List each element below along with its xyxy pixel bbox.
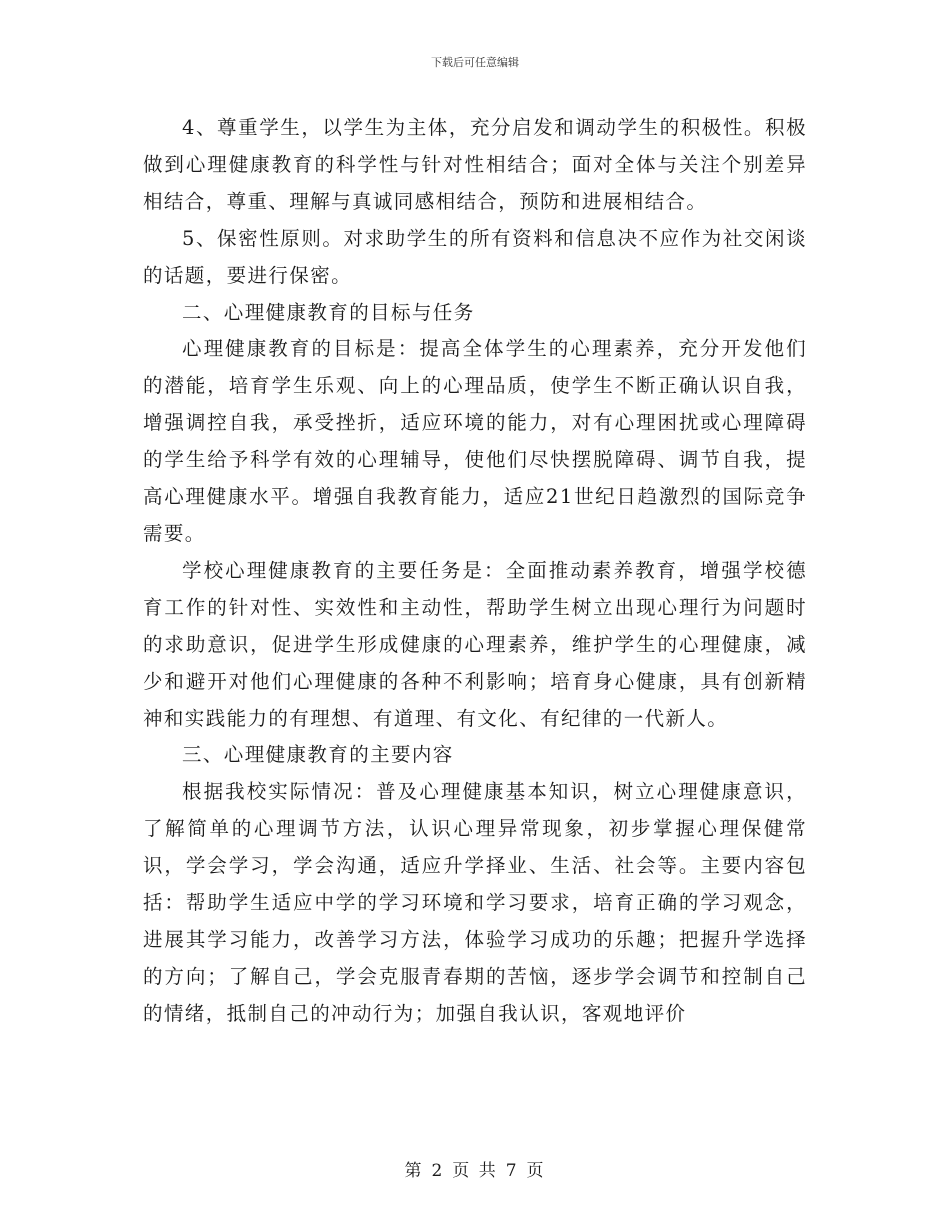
page-footer	[0, 1156, 950, 1181]
section-heading-goals: 二、心理健康教育的目标与任务	[182, 300, 475, 324]
current-page-number: 2	[431, 1161, 445, 1181]
section-heading-content: 三、心理健康教育的主要内容	[182, 743, 454, 767]
paragraph-content: 根据我校实际情况：普及心理健康基本知识，树立心理健康意识，了解简单的心理调节方法，认识心理异常现象，初步掌握心理保健常识，学会学习，学会沟通，适应升学择业、生活、社会等。主要内容包括：帮助学生适应中学的学习环境和学习要求，培育正确的学习观念，进展其学习能力，改善学习方法，体验学习成功的乐趣；把握升学选择的方向；了解自己，学会克服青春期的苦恼，逐步学会调节和控制自己的情绪，抵制自己的冲动行为；加强自我认识，客观地评价	[143, 780, 807, 1025]
document-body	[143, 110, 807, 1033]
page-header: 下载后可任意编辑	[431, 56, 519, 69]
paragraph-goals: 心理健康教育的目标是：提高全体学生的心理素养，充分开发他们的潜能，培育学生乐观、向上的心理品质，使学生不断正确认识自我，增强调控自我，承受挫折，适应环境的能力，对有心理困扰或心理障碍的学生给予科学有效的心理辅导，使他们尽快摆脱障碍、调节自我，提高心理健康水平。增强自我教育能力，适应21世纪日趋激烈的国际竞争需要。	[143, 337, 807, 545]
footer-suffix: 页	[526, 1161, 546, 1181]
footer-middle: 页 共	[452, 1161, 498, 1181]
footer-prefix: 第	[404, 1161, 424, 1181]
paragraph-principle-4: 4、尊重学生，以学生为主体，充分启发和调动学生的积极性。积极做到心理健康教育的科学性与针对性相结合；面对全体与关注个别差异相结合，尊重、理解与真诚同感相结合，预防和进展相结合。	[143, 116, 807, 213]
paragraph-principle-5: 5、保密性原则。对求助学生的所有资料和信息决不应作为社交闲谈的话题，要进行保密。	[143, 226, 807, 287]
paragraph-tasks: 学校心理健康教育的主要任务是：全面推动素养教育，增强学校德育工作的针对性、实效性和主动性，帮助学生树立出现心理行为问题时的求助意识，促进学生形成健康的心理素养，维护学生的心理健康，减少和避开对他们心理健康的各种不利影响；培育身心健康，具有创新精神和实践能力的有理想、有道理、有文化、有纪律的一代新人。	[143, 558, 807, 730]
total-pages-number: 7	[505, 1161, 519, 1181]
